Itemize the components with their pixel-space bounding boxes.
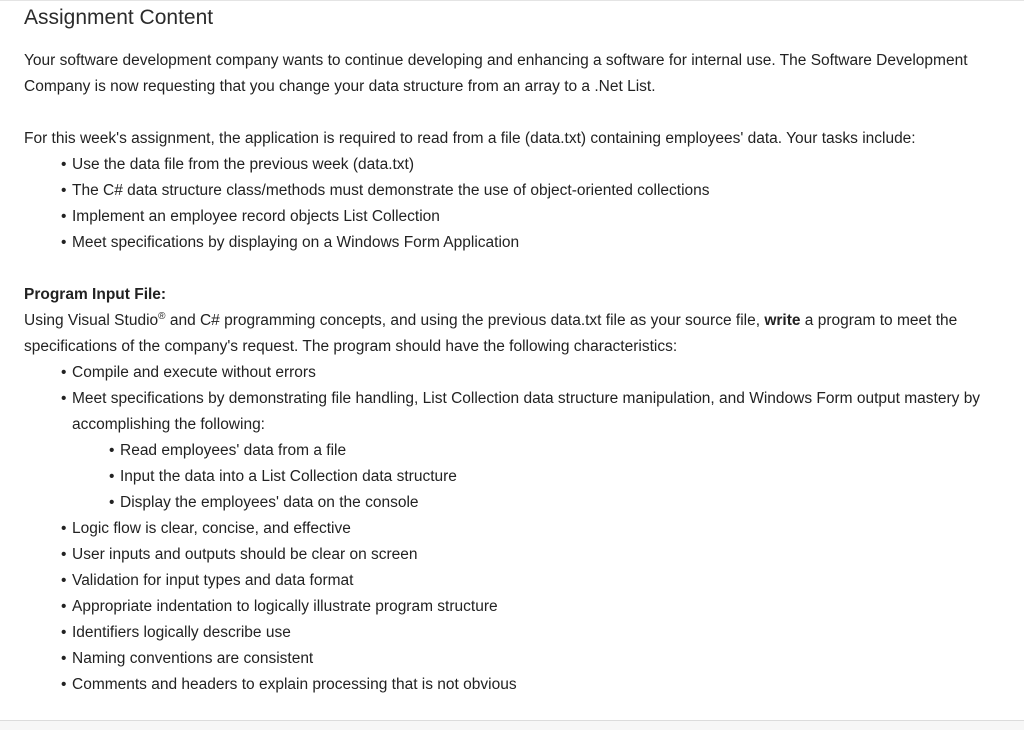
list-item: • Read employees' data from a file — [120, 438, 1008, 464]
program-paragraph: Using Visual Studio® and C# programming concepts, and using the previous data.txt file as your source file, write a program to meet the specifications of the company's request. The program should have the following characteristics: — [24, 310, 958, 355]
bold-write: write — [764, 312, 801, 329]
list-item: • Identifiers logically describe use — [72, 620, 1008, 646]
bullet-icon: • — [61, 572, 67, 589]
bullet-icon: • — [61, 546, 67, 563]
tasks-list — [24, 152, 1008, 256]
list-item: • Appropriate indentation to logically illustrate program structure — [72, 594, 1008, 620]
bullet-icon: • — [61, 624, 67, 641]
bullet-icon: • — [61, 676, 67, 693]
list-item: • Naming conventions are consistent — [72, 646, 1008, 672]
list-item: • Compile and execute without errors — [72, 360, 1008, 386]
list-item: • Input the data into a List Collection data structure — [120, 464, 1008, 490]
bullet-icon: • — [61, 650, 67, 667]
list-item: • Display the employees' data on the console — [120, 490, 1008, 516]
bullet-icon: • — [61, 364, 67, 381]
list-item: • Meet specifications by demonstrating file handling, List Collection data structure manipulation, and Windows Form output mastery by accomplishing the following: • Read employees' data from a file • Input the data into a List Collection data structure • Display the employees' data on the console — [72, 386, 1008, 516]
footer-area — [0, 721, 1024, 730]
bullet-icon: • — [61, 520, 67, 537]
bullet-icon: • — [61, 390, 67, 407]
bullet-icon: • — [109, 494, 115, 511]
bullet-icon: • — [61, 182, 67, 199]
list-item: • User inputs and outputs should be clear on screen — [72, 542, 1008, 568]
list-item: • The C# data structure class/methods must demonstrate the use of object-oriented collections — [72, 178, 1008, 204]
sub-list — [72, 438, 1008, 516]
tasks-intro-paragraph: For this week's assignment, the application is required to read from a file (data.txt) containing employees' data. Your tasks include: — [24, 130, 916, 147]
bullet-icon: • — [61, 598, 67, 615]
top-divider — [0, 0, 1024, 1]
section-heading: Program Input File: — [24, 286, 167, 303]
list-item: • Use the data file from the previous week (data.txt) — [72, 152, 1008, 178]
intro-paragraph: Your software development company wants to continue developing and enhancing a software for internal use. The Software Development Company is now requesting that you change your data structure from an array to a .Net List. — [24, 52, 968, 95]
characteristics-list — [24, 360, 1008, 698]
list-item: • Comments and headers to explain processing that is not obvious — [72, 672, 1008, 698]
list-item: • Meet specifications by displaying on a Windows Form Application — [72, 230, 1008, 256]
bullet-icon: • — [109, 468, 115, 485]
list-item: • Validation for input types and data format — [72, 568, 1008, 594]
bullet-icon: • — [61, 156, 67, 173]
registered-mark: ® — [158, 310, 166, 322]
assignment-content — [24, 4, 1008, 698]
list-item: • Implement an employee record objects List Collection — [72, 204, 1008, 230]
bullet-icon: • — [61, 234, 67, 251]
page-title: Assignment Content — [24, 6, 214, 29]
list-item: • Logic flow is clear, concise, and effective — [72, 516, 1008, 542]
bullet-icon: • — [61, 208, 67, 225]
bullet-icon: • — [109, 442, 115, 459]
